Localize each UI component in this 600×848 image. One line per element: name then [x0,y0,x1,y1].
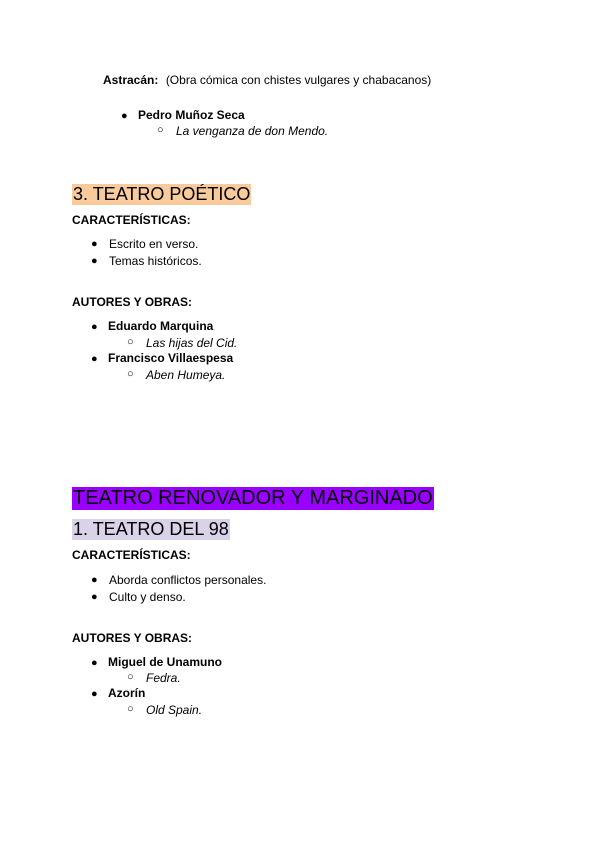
section-heading-renovador: TEATRO RENOVADOR Y MARGINADO [73,487,433,509]
circle-bullet-icon: ○ [127,336,134,348]
list-item: Escrito en verso. [109,237,199,251]
bullet-icon: ● [91,574,98,586]
caracteristicas-label: CARACTERÍSTICAS: [72,213,191,227]
work-title: Aben Humeya. [146,368,226,382]
bullet-icon: ● [91,688,98,700]
autores-label: AUTORES Y OBRAS: [72,631,193,645]
circle-bullet-icon: ○ [157,124,164,136]
list-item: Temas históricos. [109,254,202,268]
bullet-icon: ● [121,110,128,122]
caracteristicas-label: CARACTERÍSTICAS: [72,548,191,562]
circle-bullet-icon: ○ [127,368,134,380]
author-name: Pedro Muñoz Seca [138,108,245,122]
section-heading-teatro-poetico: 3. TEATRO POÉTICO [73,184,251,204]
astracan-line [103,71,431,89]
author-name: Francisco Villaespesa [108,351,234,365]
bullet-icon: ● [91,657,98,669]
work-title: Fedra. [146,671,181,685]
astracan-label: Astracán: [103,73,159,87]
circle-bullet-icon: ○ [127,671,134,683]
section-heading-teatro-98: 1. TEATRO DEL 98 [73,519,229,539]
bullet-icon: ● [91,238,98,250]
circle-bullet-icon: ○ [127,703,134,715]
author-name: Eduardo Marquina [108,319,214,333]
author-name: Miguel de Unamuno [108,655,222,669]
work-title: Las hijas del Cid. [146,336,238,350]
autores-label: AUTORES Y OBRAS: [72,295,193,309]
list-item: Aborda conflictos personales. [109,573,267,587]
bullet-icon: ● [91,591,98,603]
work-title: La venganza de don Mendo. [176,124,329,138]
bullet-icon: ● [91,353,98,365]
bullet-icon: ● [91,321,98,333]
astracan-description: (Obra cómica con chistes vulgares y chabacanos) [165,73,432,87]
author-name: Azorín [108,686,146,700]
work-title: Old Spain. [146,703,203,717]
list-item: Culto y denso. [109,590,186,604]
bullet-icon: ● [91,255,98,267]
